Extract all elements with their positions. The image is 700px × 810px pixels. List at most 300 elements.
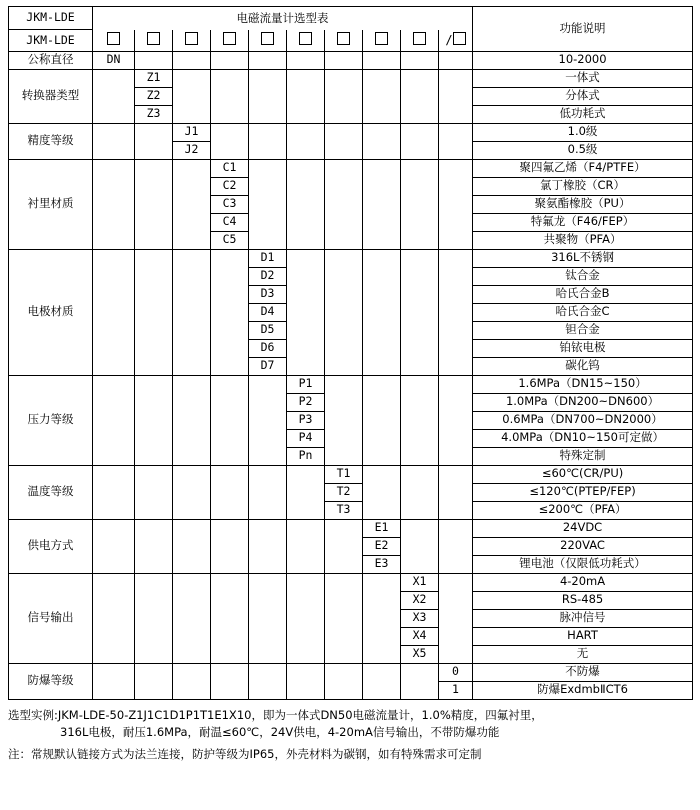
empty-cell xyxy=(93,267,135,285)
footer-notes xyxy=(8,707,692,764)
empty-cell xyxy=(135,141,173,159)
code-cell[interactable]: P4 xyxy=(287,429,325,447)
model-box-3[interactable] xyxy=(173,30,211,52)
checkbox-icon[interactable] xyxy=(337,32,350,45)
empty-cell xyxy=(173,411,211,429)
empty-cell xyxy=(211,123,249,141)
empty-cell xyxy=(249,177,287,195)
code-cell[interactable]: P1 xyxy=(287,375,325,393)
empty-cell xyxy=(363,501,401,519)
empty-cell xyxy=(135,519,173,537)
table-row xyxy=(9,195,693,213)
row-label-7: 供电方式 xyxy=(9,519,93,573)
code-cell[interactable]: Z1 xyxy=(135,69,173,87)
model-box-6[interactable] xyxy=(287,30,325,52)
empty-cell xyxy=(249,123,287,141)
table-row xyxy=(9,159,693,177)
empty-cell xyxy=(287,141,325,159)
empty-cell xyxy=(401,123,439,141)
empty-cell xyxy=(401,663,439,681)
empty-cell xyxy=(401,465,439,483)
empty-cell xyxy=(325,249,363,267)
checkbox-icon[interactable] xyxy=(147,32,160,45)
empty-cell xyxy=(249,393,287,411)
checkbox-icon[interactable] xyxy=(453,32,466,45)
empty-cell xyxy=(287,663,325,681)
empty-cell xyxy=(401,213,439,231)
table-row xyxy=(9,357,693,375)
code-cell[interactable]: 1 xyxy=(439,681,473,699)
empty-cell xyxy=(287,609,325,627)
empty-cell xyxy=(287,627,325,645)
empty-cell xyxy=(135,249,173,267)
table-row xyxy=(9,303,693,321)
empty-cell xyxy=(401,231,439,249)
empty-cell xyxy=(211,663,249,681)
empty-cell xyxy=(211,267,249,285)
empty-cell xyxy=(93,159,135,177)
empty-cell xyxy=(363,465,401,483)
model-prefix-cell: JKM-LDE xyxy=(9,7,93,30)
table-row xyxy=(9,663,693,681)
description-cell: 聚氨酯橡胶（PU） xyxy=(473,195,693,213)
empty-cell xyxy=(325,375,363,393)
empty-cell xyxy=(401,411,439,429)
empty-cell xyxy=(249,465,287,483)
empty-cell xyxy=(363,573,401,591)
empty-cell xyxy=(363,267,401,285)
empty-cell xyxy=(173,303,211,321)
table-row xyxy=(9,645,693,663)
table-row xyxy=(9,105,693,123)
empty-cell xyxy=(135,51,173,69)
empty-cell xyxy=(363,87,401,105)
empty-cell xyxy=(401,249,439,267)
description-cell: 低功耗式 xyxy=(473,105,693,123)
empty-cell xyxy=(287,213,325,231)
empty-cell xyxy=(249,411,287,429)
table-row xyxy=(9,573,693,591)
empty-cell xyxy=(325,321,363,339)
empty-cell xyxy=(173,537,211,555)
empty-cell xyxy=(249,141,287,159)
empty-cell xyxy=(325,87,363,105)
code-cell[interactable]: X3 xyxy=(401,609,439,627)
empty-cell xyxy=(93,195,135,213)
row-label-5: 压力等级 xyxy=(9,375,93,465)
empty-cell xyxy=(173,69,211,87)
function-description-header: 功能说明 xyxy=(473,7,693,52)
empty-cell xyxy=(325,339,363,357)
empty-cell xyxy=(363,393,401,411)
code-cell[interactable]: P2 xyxy=(287,393,325,411)
empty-cell xyxy=(93,249,135,267)
empty-cell xyxy=(287,195,325,213)
empty-cell xyxy=(287,591,325,609)
row-label-9: 防爆等级 xyxy=(9,663,93,699)
empty-cell xyxy=(249,627,287,645)
empty-cell xyxy=(135,483,173,501)
checkbox-icon[interactable] xyxy=(223,32,236,45)
checkbox-icon[interactable] xyxy=(413,32,426,45)
empty-cell xyxy=(325,681,363,699)
empty-cell xyxy=(325,267,363,285)
checkbox-icon[interactable] xyxy=(375,32,388,45)
description-cell: 哈氏合金B xyxy=(473,285,693,303)
row-label-0: 公称直径 xyxy=(9,51,93,69)
empty-cell xyxy=(287,123,325,141)
empty-cell xyxy=(173,393,211,411)
empty-cell xyxy=(439,555,473,573)
empty-cell xyxy=(401,321,439,339)
empty-cell xyxy=(363,177,401,195)
slash-separator: / xyxy=(445,33,453,48)
empty-cell xyxy=(93,591,135,609)
empty-cell xyxy=(173,627,211,645)
model-box-9[interactable] xyxy=(401,30,439,52)
empty-cell xyxy=(439,339,473,357)
empty-cell xyxy=(211,339,249,357)
empty-cell xyxy=(325,519,363,537)
code-cell[interactable]: X2 xyxy=(401,591,439,609)
code-cell[interactable]: D6 xyxy=(249,339,287,357)
empty-cell xyxy=(93,105,135,123)
empty-cell xyxy=(439,69,473,87)
table-row xyxy=(9,537,693,555)
empty-cell xyxy=(211,249,249,267)
checkbox-icon[interactable] xyxy=(261,32,274,45)
empty-cell xyxy=(211,69,249,87)
code-cell[interactable]: C3 xyxy=(211,195,249,213)
model-box-5[interactable] xyxy=(249,30,287,52)
code-cell[interactable]: X4 xyxy=(401,627,439,645)
empty-cell xyxy=(135,501,173,519)
code-cell[interactable]: E3 xyxy=(363,555,401,573)
empty-cell xyxy=(211,681,249,699)
empty-cell xyxy=(93,627,135,645)
empty-cell xyxy=(287,519,325,537)
empty-cell xyxy=(401,51,439,69)
code-cell[interactable]: P3 xyxy=(287,411,325,429)
empty-cell xyxy=(287,573,325,591)
empty-cell xyxy=(325,195,363,213)
empty-cell xyxy=(325,573,363,591)
empty-cell xyxy=(439,447,473,465)
empty-cell xyxy=(249,663,287,681)
empty-cell xyxy=(325,591,363,609)
empty-cell xyxy=(93,375,135,393)
model-box-1[interactable] xyxy=(93,30,135,52)
table-row xyxy=(9,555,693,573)
table-row xyxy=(9,339,693,357)
table-row xyxy=(9,609,693,627)
empty-cell xyxy=(401,303,439,321)
description-cell: 无 xyxy=(473,645,693,663)
empty-cell xyxy=(401,105,439,123)
empty-cell xyxy=(93,339,135,357)
empty-cell xyxy=(363,375,401,393)
empty-cell xyxy=(249,591,287,609)
empty-cell xyxy=(439,159,473,177)
empty-cell xyxy=(135,573,173,591)
code-cell[interactable]: T1 xyxy=(325,465,363,483)
empty-cell xyxy=(211,591,249,609)
table-row xyxy=(9,591,693,609)
code-cell[interactable]: D5 xyxy=(249,321,287,339)
empty-cell xyxy=(363,411,401,429)
table-row xyxy=(9,249,693,267)
empty-cell xyxy=(173,87,211,105)
empty-cell xyxy=(173,213,211,231)
code-cell[interactable]: J1 xyxy=(173,123,211,141)
description-cell: ≤120℃(PTEP/FEP) xyxy=(473,483,693,501)
row-label-3: 衬里材质 xyxy=(9,159,93,249)
empty-cell xyxy=(287,339,325,357)
empty-cell xyxy=(439,465,473,483)
description-cell: RS-485 xyxy=(473,591,693,609)
empty-cell xyxy=(401,681,439,699)
empty-cell xyxy=(363,663,401,681)
empty-cell xyxy=(135,447,173,465)
empty-cell xyxy=(93,411,135,429)
empty-cell xyxy=(401,501,439,519)
empty-cell xyxy=(93,609,135,627)
empty-cell xyxy=(325,429,363,447)
code-cell[interactable]: T3 xyxy=(325,501,363,519)
empty-cell xyxy=(93,663,135,681)
empty-cell xyxy=(287,177,325,195)
code-cell[interactable]: C1 xyxy=(211,159,249,177)
description-cell: 1.0MPa（DN200~DN600） xyxy=(473,393,693,411)
code-cell[interactable]: C5 xyxy=(211,231,249,249)
empty-cell xyxy=(439,501,473,519)
example-line-1: 选型实例:JKM-LDE-50-Z1J1C1D1P1T1E1X10，即为一体式DN50电磁流量计，1.0%精度，四氟衬里， xyxy=(8,707,543,722)
empty-cell xyxy=(93,141,135,159)
empty-cell xyxy=(173,105,211,123)
empty-cell xyxy=(439,285,473,303)
description-cell: 聚四氟乙烯（F4/PTFE） xyxy=(473,159,693,177)
table-row xyxy=(9,231,693,249)
checkbox-icon[interactable] xyxy=(107,32,120,45)
empty-cell xyxy=(135,285,173,303)
empty-cell xyxy=(135,465,173,483)
empty-cell xyxy=(287,645,325,663)
empty-cell xyxy=(439,123,473,141)
code-cell[interactable]: DN xyxy=(93,51,135,69)
empty-cell xyxy=(173,177,211,195)
empty-cell xyxy=(363,609,401,627)
empty-cell xyxy=(325,609,363,627)
empty-cell xyxy=(249,537,287,555)
description-cell: 不防爆 xyxy=(473,663,693,681)
empty-cell xyxy=(93,465,135,483)
empty-cell xyxy=(211,105,249,123)
empty-cell xyxy=(135,177,173,195)
empty-cell xyxy=(439,177,473,195)
row-label-6: 温度等级 xyxy=(9,465,93,519)
empty-cell xyxy=(401,429,439,447)
empty-cell xyxy=(135,357,173,375)
empty-cell xyxy=(249,195,287,213)
empty-cell xyxy=(93,447,135,465)
code-cell[interactable]: D4 xyxy=(249,303,287,321)
empty-cell xyxy=(325,357,363,375)
empty-cell xyxy=(135,195,173,213)
empty-cell xyxy=(173,519,211,537)
table-row xyxy=(9,429,693,447)
empty-cell xyxy=(249,573,287,591)
empty-cell xyxy=(249,555,287,573)
empty-cell xyxy=(439,483,473,501)
empty-cell xyxy=(173,375,211,393)
code-cell[interactable]: D1 xyxy=(249,249,287,267)
empty-cell xyxy=(211,375,249,393)
empty-cell xyxy=(439,87,473,105)
code-cell[interactable]: E1 xyxy=(363,519,401,537)
row-label-1: 转换器类型 xyxy=(9,69,93,123)
empty-cell xyxy=(439,357,473,375)
description-cell: 24VDC xyxy=(473,519,693,537)
empty-cell xyxy=(401,87,439,105)
model-box-2[interactable] xyxy=(135,30,173,52)
empty-cell xyxy=(401,375,439,393)
empty-cell xyxy=(439,375,473,393)
empty-cell xyxy=(287,303,325,321)
code-cell[interactable]: Z2 xyxy=(135,87,173,105)
table-row xyxy=(9,501,693,519)
empty-cell xyxy=(211,321,249,339)
empty-cell xyxy=(135,627,173,645)
empty-cell xyxy=(173,195,211,213)
empty-cell xyxy=(439,249,473,267)
empty-cell xyxy=(325,537,363,555)
empty-cell xyxy=(135,393,173,411)
code-cell[interactable]: C2 xyxy=(211,177,249,195)
code-cell[interactable]: E2 xyxy=(363,537,401,555)
code-cell[interactable]: T2 xyxy=(325,483,363,501)
code-cell[interactable]: X5 xyxy=(401,645,439,663)
empty-cell xyxy=(439,213,473,231)
empty-cell xyxy=(93,573,135,591)
empty-cell xyxy=(287,51,325,69)
empty-cell xyxy=(439,609,473,627)
empty-cell xyxy=(287,69,325,87)
empty-cell xyxy=(173,573,211,591)
description-cell: 10-2000 xyxy=(473,51,693,69)
code-cell[interactable]: Z3 xyxy=(135,105,173,123)
description-cell: 锂电池（仅限低功耗式） xyxy=(473,555,693,573)
empty-cell xyxy=(211,627,249,645)
code-cell[interactable]: D2 xyxy=(249,267,287,285)
table-row xyxy=(9,483,693,501)
code-cell[interactable]: D3 xyxy=(249,285,287,303)
empty-cell xyxy=(363,285,401,303)
empty-cell xyxy=(439,303,473,321)
empty-cell xyxy=(363,627,401,645)
empty-cell xyxy=(211,609,249,627)
empty-cell xyxy=(401,519,439,537)
checkbox-icon[interactable] xyxy=(299,32,312,45)
empty-cell xyxy=(363,681,401,699)
empty-cell xyxy=(211,357,249,375)
table-row xyxy=(9,69,693,87)
empty-cell xyxy=(249,681,287,699)
table-row xyxy=(9,285,693,303)
description-cell: 碳化钨 xyxy=(473,357,693,375)
empty-cell xyxy=(439,645,473,663)
empty-cell xyxy=(135,663,173,681)
empty-cell xyxy=(173,645,211,663)
empty-cell xyxy=(401,159,439,177)
empty-cell xyxy=(363,141,401,159)
empty-cell xyxy=(287,159,325,177)
empty-cell xyxy=(363,249,401,267)
empty-cell xyxy=(363,213,401,231)
empty-cell xyxy=(135,231,173,249)
table-row xyxy=(9,267,693,285)
model-box-10[interactable] xyxy=(439,30,473,52)
empty-cell xyxy=(287,357,325,375)
empty-cell xyxy=(287,87,325,105)
empty-cell xyxy=(249,69,287,87)
description-cell: 0.6MPa（DN700~DN2000） xyxy=(473,411,693,429)
code-cell[interactable]: Pn xyxy=(287,447,325,465)
code-cell[interactable]: C4 xyxy=(211,213,249,231)
empty-cell xyxy=(173,447,211,465)
checkbox-icon[interactable] xyxy=(185,32,198,45)
empty-cell xyxy=(401,357,439,375)
empty-cell xyxy=(287,105,325,123)
empty-cell xyxy=(363,69,401,87)
description-cell: 4-20mA xyxy=(473,573,693,591)
empty-cell xyxy=(135,321,173,339)
empty-cell xyxy=(249,501,287,519)
empty-cell xyxy=(135,681,173,699)
empty-cell xyxy=(249,159,287,177)
description-cell: 钛合金 xyxy=(473,267,693,285)
empty-cell xyxy=(173,465,211,483)
empty-cell xyxy=(439,105,473,123)
empty-cell xyxy=(93,285,135,303)
empty-cell xyxy=(93,537,135,555)
empty-cell xyxy=(439,411,473,429)
empty-cell xyxy=(401,141,439,159)
model-box-8[interactable] xyxy=(363,30,401,52)
empty-cell xyxy=(93,357,135,375)
empty-cell xyxy=(93,429,135,447)
model-box-4[interactable] xyxy=(211,30,249,52)
empty-cell xyxy=(211,447,249,465)
code-cell[interactable]: J2 xyxy=(173,141,211,159)
model-box-7[interactable] xyxy=(325,30,363,52)
code-cell[interactable]: X1 xyxy=(401,573,439,591)
empty-cell xyxy=(211,51,249,69)
code-cell[interactable]: D7 xyxy=(249,357,287,375)
empty-cell xyxy=(363,321,401,339)
empty-cell xyxy=(401,267,439,285)
code-cell[interactable]: 0 xyxy=(439,663,473,681)
empty-cell xyxy=(439,627,473,645)
empty-cell xyxy=(363,195,401,213)
empty-cell xyxy=(401,69,439,87)
description-cell: 共聚物（PFA） xyxy=(473,231,693,249)
empty-cell xyxy=(211,429,249,447)
table-row xyxy=(9,465,693,483)
model-prefix-cell-2: JKM-LDE xyxy=(9,30,93,52)
empty-cell xyxy=(173,591,211,609)
empty-cell xyxy=(325,159,363,177)
empty-cell xyxy=(287,555,325,573)
